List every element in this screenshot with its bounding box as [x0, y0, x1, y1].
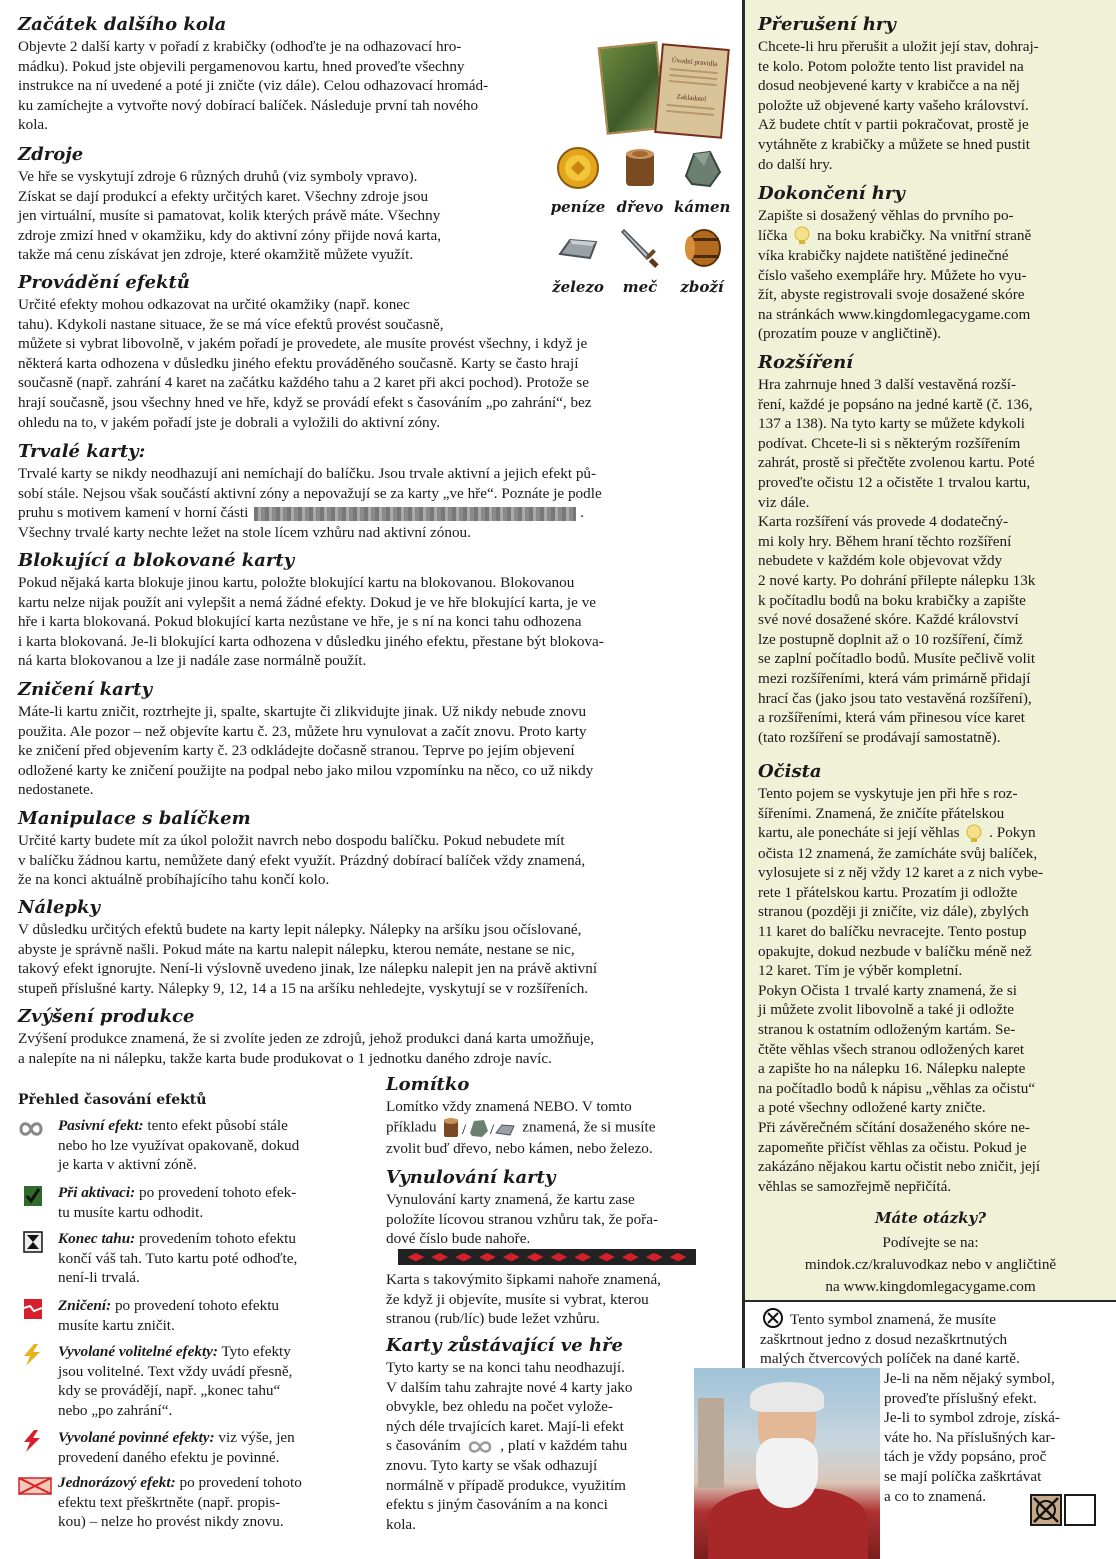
crossed-box-icon — [18, 1475, 52, 1497]
wood-stone-iron-icon — [442, 1117, 516, 1139]
empty-box — [1064, 1494, 1096, 1526]
heading-dokonceni: Dokončení hry — [758, 183, 905, 204]
paragraph-rozsireni: Hra zahrnuje hned 3 další vestavěná rozší- ření, každé je popsáno na jedné kartě (č. 136, 137 a 138). Na tyto karty se můžete kdykoli podívat. Chcete-li si s některým rozšířením zahrát, prostě si přečtěte zvolenou kartu. Poté proveďte očistu 12 a očistěte 1 trvalou kartu, viz dále. Karta rozšíření vás provede 4 dodatečný- mi koly hry. Během hraní těchto rozšíření nebudete v každém kole objevovat vždy 2 nové karty. Po dohrání přilepte nálepku 13k k počítadlu bodů na boku krabičky a zapište své nové dosažené skóre. Každé království lze postupně doplnit až o 10 rozšíření, čímž se zaplní počítadlo bodů. Musíte pečlivě volit mezi rozšířeními, která vám primárně přidají hrací čas (jako jsou tato vestavěná rozšíření), a rozšířeními, která vám přinesou více karet (tato rozšíření se prodávají samostatně). — [758, 376, 1036, 746]
sword-icon — [618, 226, 662, 270]
card-illustration — [598, 44, 738, 136]
hourglass-icon — [18, 1231, 44, 1253]
infinity-icon — [18, 1118, 44, 1140]
paragraph-zustavajici: Tyto karty se na konci tahu neodhazují. V dalším tahu zahrajte nové 4 karty jako obvykle, bez ohledu na počet vylože- ných déle trvajících karet. Mají-li efekt s časováním , platí v každém tahu znovu. Tyto karty se však odhazují normálně v případě produkce, využitím efektu s jiným časováním a na konci kola. — [386, 1359, 633, 1533]
paragraph-nalepky: V důsledku určitých efektů budete na karty lepit nálepky. Nálepky na aršíku jsou očíslované, abyste je správně našli. Pokud máte na kartu nalepit nálepku, kterou nemáte, nestane se nic, takový efekt ignorujte. Není-li výslovně uvedeno jinak, lze nálepku nalepit jen na právě aktivní stupeň příslušné karty. Nálepky 9, 12, 14 a 15 na aršíku nehledejte, vyskytují se v rozšířeních. — [18, 921, 598, 997]
paragraph-manipulace: Určité karty budete mít za úkol položit navrch nebo dospodu balíčku. Pokud nebudete mít v balíčku žádnou kartu, nemůžete daný efekt využít. Prázdný dobírací balíček vždy znamená, že na konci aktuálně probíhajícího tahu končí kolo. — [18, 832, 586, 889]
checked-box — [1030, 1494, 1062, 1526]
heading-vynulovani: Vynulování karty — [386, 1167, 556, 1188]
wood-icon — [618, 146, 662, 190]
paragraph-blokujici: Pokud nějaká karta blokuje jinou kartu, položte blokující kartu na blokovanou. Blokovanou kartu nelze nijak použít ani vylepšit a nemá žádné efekty. Dokud je ve hře blokující karta, je ve hře i karta blokovaná. Pokud blokující karta nezůstane ve hře, je s ní na konci tahu odhozena i karta blokovaná. Je-li blokující karta odhozena v důsledku jiného efektu, přestane být blokova- ná karta blokovanou a lze ji nadále zase normálně použít. — [18, 574, 604, 670]
stone-icon — [680, 146, 724, 190]
lightning-red-icon — [18, 1430, 44, 1452]
svg-text:/: / — [462, 1121, 467, 1138]
paragraph-ocista: Tento pojem se vyskytuje jen při hře s roz- šířeními. Znamená, že zničíte přátelskou kartu, ale ponecháte si její věhlas . Pokyn očista 12 znamená, že zamícháte svůj balíček, vylosujete si z něj vždy 12 karet a z nich vybe- rete 1 přátelskou kartu. Prozatím ji odložte stranou (později ji zničíte, viz dále), zbylých 11 karet do balíčku nevracejte. Tento postup opakujte, dokud nezbude v balíčku méně než 12 karet. Tím je výběr kompletní. Pokyn Očista 1 trvalé karty znamená, že si ji můžete zvolit libovolně a také ji odložte stranou k ostatním odloženým kartám. Se- čtěte věhlas všech stranou odložených karet a zapište ho na nálepku 16. Nálepku nalepte na počítadlo bodů k nápisu „věhlas za očistu“ a poté všechny odložené karty zničte. Při závěrečném sčítání dosaženého skóre ne- zapomeňte přičíst věhlas za očistu. Pokud je zakázáno nějakou kartu očistit nebo zničit, její věhlas se samozřejmě nepřičítá. — [758, 785, 1044, 1195]
infinity-icon — [466, 1439, 494, 1455]
fame-bulb-icon — [963, 824, 985, 844]
barrel-icon — [680, 226, 724, 270]
paragraph-trvale: Trvalé karty se nikdy neodhazují ani nemíchají do balíčku. Jsou trvale aktivní a jejich efekt pů- sobí stále. Nejsou však součástí aktivní zóny a nepovažují se za karty „ve hře“. Poznáte je podle pruhu s motivem kamení v horní části . Všechny trvalé karty nechte ležet na stole lícem vzhůru nad aktivní zónou. — [18, 465, 602, 541]
paragraph-symbol: Tento symbol znamená, že musíte zaškrtnout jedno z dosud nezaškrtnutých malých čtvercových políček na dané kartě. — [760, 1311, 1020, 1368]
resource-iron: železo — [550, 226, 606, 296]
paragraph-lomitko: Lomítko vždy znamená NEBO. V tomto příkladu / / znamená, že si musíte zvolit buď dřevo, nebo kámen, nebo železo. — [386, 1098, 656, 1157]
paragraph-preruseni: Chcete-li hru přerušit a uložit její stav, dohraj- te kolo. Potom položte tento list pravidel na dosud neobjevené karty v krabičce a na něj položte už objevené karty vašeho království. Až budete chtít v partii pokračovat, prostě je vytáhněte z krabičky a můžete se hned pustit do další hry. — [758, 38, 1039, 173]
heading-manipulace: Manipulace s balíčkem — [18, 808, 251, 829]
paragraph-provadeni: Určité efekty mohou odkazovat na určité okamžiky (např. konec tahu). Kdykoli nastane situace, že se má více efektů provést současně, můžete si vybrat libovolně, v jakém pořadí je provedete, ale musíte provést všechny, i když je některá karta odhozena v důsledku jiného efektu prováděného současně. Karty se často hrají současně (např. zahrání 4 karet na začátku každého tahu a 2 karet při akci pochod). Protože se hrají současně, jsou všechny hned ve hře, když se provádí efekt s časováním „po zahrání“, bez ohledu na to, v jakém pořadí jste je dobrali a vyložili do aktivní zóny. — [18, 296, 592, 431]
heading-zdroje: Zdroje — [18, 144, 84, 165]
overview-activation: Při aktivaci: po provedení tohoto efek- tu musíte kartu odhodit. — [18, 1183, 348, 1222]
checkbox-example — [1030, 1494, 1096, 1526]
lightning-yellow-icon — [18, 1344, 44, 1366]
paragraph-vynulovani: Vynulování karty znamená, že kartu zase položíte lícovou stranou vzhůru tak, že pořa- dové číslo bude nahoře. — [386, 1191, 659, 1248]
heading-nalepky: Nálepky — [18, 897, 100, 918]
arrow-strip-image: ◀▶ ◀▶ ◀▶ ◀▶ ◀▶ ◀▶ ◀▶ ◀▶ ◀▶ ◀▶ ◀▶ ◀▶ — [398, 1249, 696, 1265]
paragraph-dokonceni: Zapište si dosažený věhlas do prvního po- líčka na boku krabičky. Na vnitřní straně víka krabičky najdete natištěné jedinečné číslo vašeho exempláře hry. Můžete ho vyu- žít, abyste registrovali svoje dosažené skóre na stránkách www.kingdomlegacygame.com (prozatím pouze v angličtině). — [758, 207, 1032, 343]
resource-sword: meč — [612, 226, 668, 296]
resource-wood: dřevo — [612, 146, 668, 216]
paragraph-arrows: Karta s takovýmito šipkami nahoře znamená, že když ji objevíte, musíte si vybrat, kterou stranou (rub/líc) bude ležet vzhůru. — [386, 1271, 661, 1328]
overview-passive: Pasivní efekt: tento efekt působí stále nebo ho lze využívat opakovaně, dokud je karta v aktivní zóně. — [18, 1116, 348, 1175]
resource-money: peníze — [550, 146, 606, 216]
heading-trvale: Trvalé karty: — [18, 441, 146, 462]
overview-one-time: Jednorázový efekt: po provedení tohoto efektu text přeškrtněte (např. propis- kou) – nelze ho provést nikdy znovu. — [18, 1473, 348, 1532]
questions-title: Máte otázky? — [874, 1209, 987, 1227]
heading-zniceni: Zničení karty — [18, 679, 153, 700]
fame-bulb-icon — [791, 226, 813, 246]
paragraph-zdroje: Ve hře se vyskytují zdroje 6 různých druhů (viz symboly vpravo). Získat se dají produkcí a efekty určitých karet. Všechny zdroje jsou jen virtuální, musíte si pamatovat, kolik kterých právě máte. Všechny zdroje zmizí hned v okamžiku, kdy do aktivní zóny přijde nová karta, takže má cenu získávat jen zdroje, které okamžitě můžete využít. — [18, 168, 442, 264]
paragraph-zvyseni: Zvýšení produkce znamená, že si zvolíte jeden ze zdrojů, jehož produkci daná karta umožňuje, a nalepíte na ni nálepku, takže karta bude produkovat o 1 jednotku daného zdroje navíc. — [18, 1030, 595, 1067]
advisor-portrait — [694, 1368, 880, 1559]
overview-end-turn: Konec tahu: provedením tohoto efektu končí váš tah. Tuto kartu poté odhoďte, není-li trvalá. — [18, 1229, 348, 1288]
heading-rozsireni: Rozšíření — [758, 352, 854, 373]
heading-provadeni: Provádění efektů — [18, 272, 190, 293]
paragraph-symbol-cont: Je-li na něm nějaký symbol, proveďte příslušný efekt. Je-li to symbol zdroje, získá- váte ho. Na příslušných kar- tách je vždy popsáno, proč se mají políčka zaškrtávat a co to znamená. — [884, 1370, 1060, 1505]
cross-mark-icon — [1032, 1496, 1060, 1524]
parchment-card-image: Úvodní pravidla Zakladatel — [654, 43, 730, 139]
overview-optional: Vyvolané volitelné efekty: Tyto efekty jsou volitelné. Text vždy uvádí přesně, kdy se provádějí, např. „konec tahu“ nebo „po zahrání“. — [18, 1342, 348, 1420]
coin-icon — [556, 146, 600, 190]
overview-title: Přehled časování efektů — [18, 1092, 207, 1108]
checkmark-icon — [18, 1185, 44, 1207]
heading-zacatek: Začátek dalšího kola — [18, 14, 227, 35]
iron-ingot-icon — [556, 226, 600, 270]
questions-text: Podívejte se na: mindok.cz/kraluvodkaz nebo v angličtině na www.kingdomlegacygame.com — [804, 1234, 1057, 1295]
paragraph-zacatek: Objevte 2 další karty v pořadí z krabičky (odhoďte je na odhazovací hro- mádku). Pokud jste objevili pergamenovou kartu, hned proveďte všechny instrukce na ní uvedené a poté ji zničte (viz dále). Celou odhazovací hromád- ku zamíchejte a vytvořte nový dobírací balíček. Následuje první tah nového kola. — [18, 38, 489, 134]
resource-stone: kámen — [674, 146, 730, 216]
heading-ocista: Očista — [758, 761, 822, 782]
heading-zvyseni: Zvýšení produkce — [18, 1006, 195, 1027]
torn-card-icon — [18, 1298, 44, 1320]
heading-zustavajici: Karty zůstávající ve hře — [386, 1335, 623, 1356]
heading-blokujici: Blokující a blokované karty — [18, 550, 295, 571]
heading-lomitko: Lomítko — [386, 1074, 470, 1095]
stone-stripe-image — [254, 507, 576, 521]
overview-mandatory: Vyvolané povinné efekty: viz výše, jen provedení daného efektu je povinné. — [18, 1428, 348, 1467]
heading-preruseni: Přerušení hry — [758, 14, 896, 35]
overview-destroy: Zničení: po provedení tohoto efektu musíte kartu zničit. — [18, 1296, 348, 1335]
paragraph-zniceni: Máte-li kartu zničit, roztrhejte ji, spalte, skartujte či zlikvidujte jinak. Už nikdy nebude znovu použita. Ale pozor – než objevíte kartu č. 23, můžete hru vynulovat a začít znovu. Proto karty ke zničení před objevením karty č. 23 odkládejte dočasně stranou. Teprve po jejím objevení odložené karty ke zničení použijte na podpal nebo jako milou vzpomínku na něco, co už nikdy nedostanete. — [18, 703, 594, 799]
svg-text:/: / — [490, 1121, 495, 1138]
resource-goods: zboží — [674, 226, 730, 296]
